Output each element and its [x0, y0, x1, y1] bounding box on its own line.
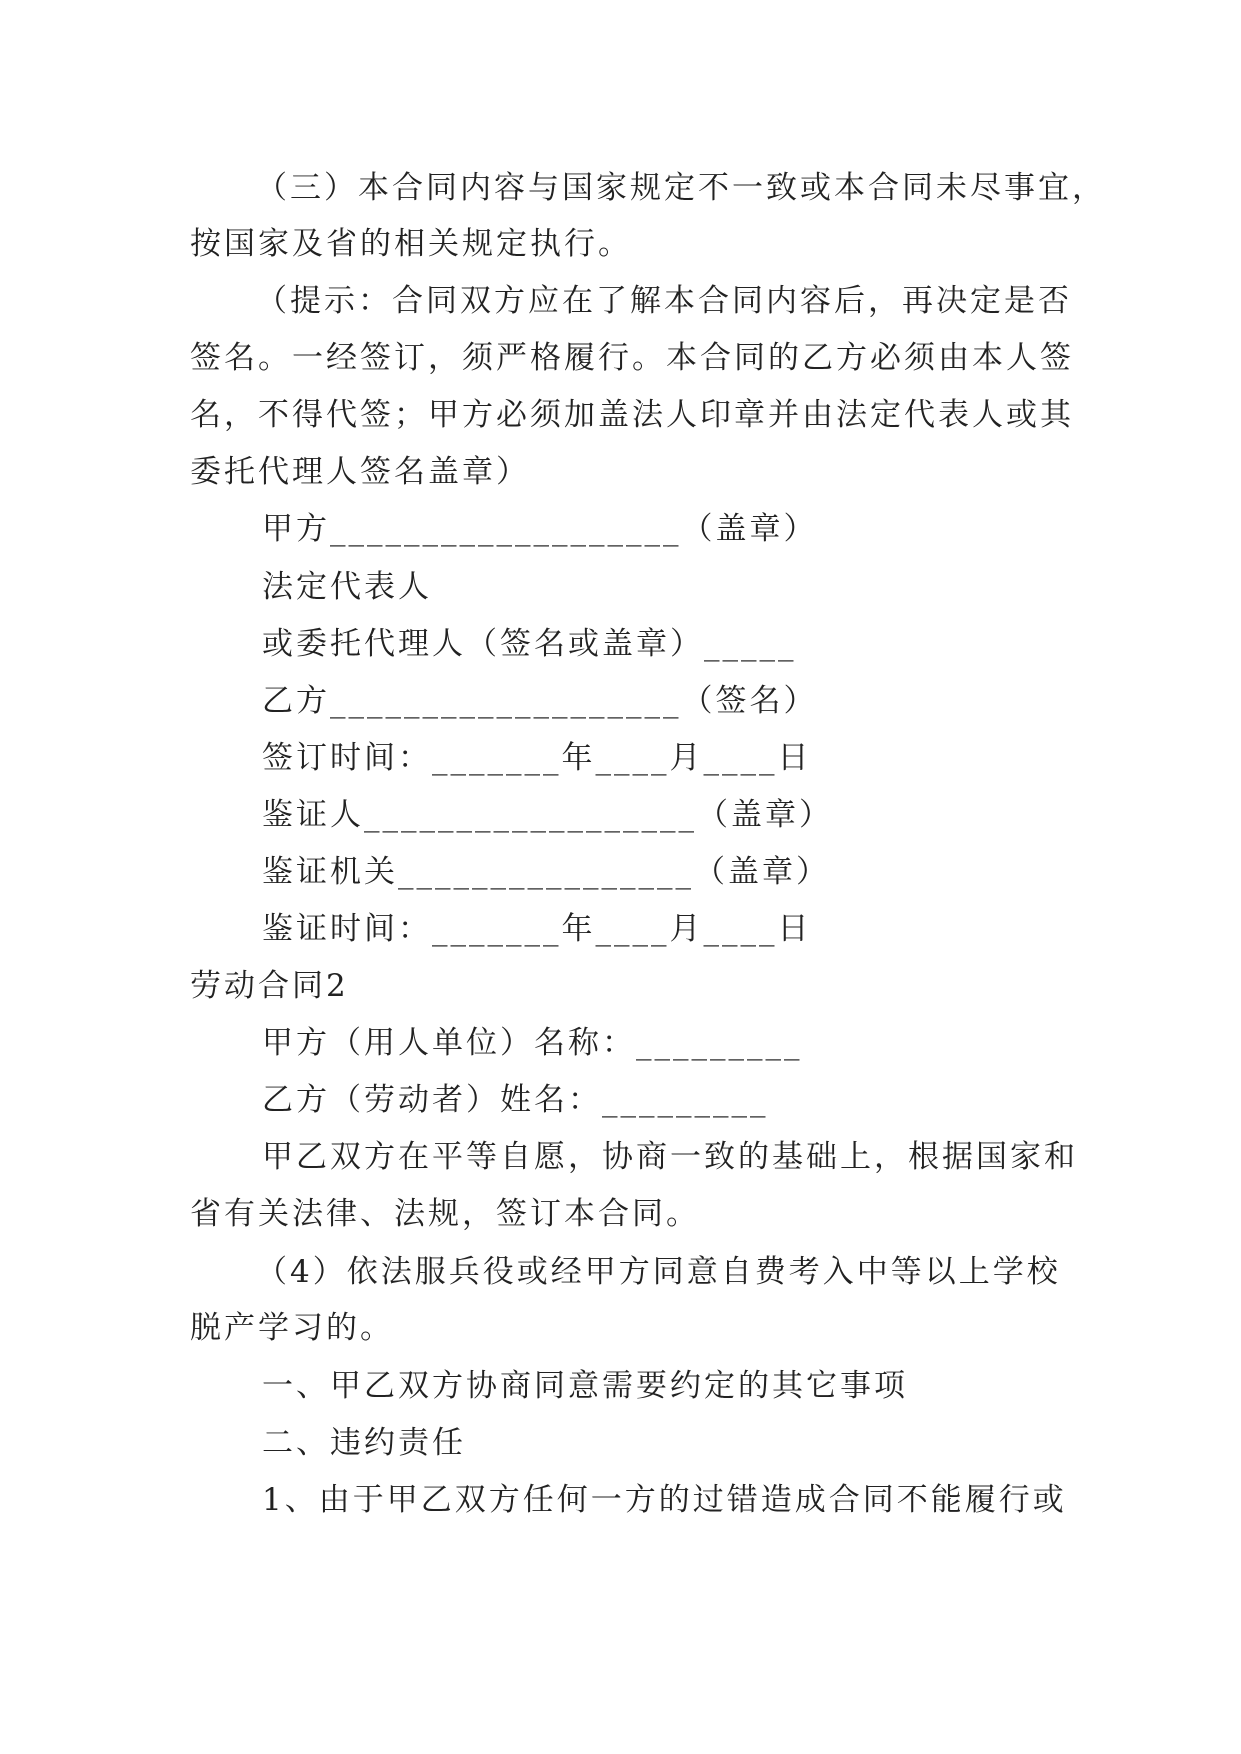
signature-line-party-b: 乙方___________________（签名）	[262, 683, 818, 719]
section-heading: 劳动合同2	[190, 968, 349, 1004]
employee-name-line: 乙方（劳动者）姓名：_________	[262, 1082, 769, 1118]
paragraph-line: 省有关法律、法规，签订本合同。	[190, 1196, 700, 1232]
paragraph-line: 一、甲乙双方协商同意需要约定的其它事项	[262, 1368, 908, 1404]
paragraph-line: 法定代表人	[262, 569, 432, 605]
paragraph-line: 甲乙双方在平等自愿，协商一致的基础上，根据国家和	[262, 1139, 1078, 1175]
paragraph-line: 签名。一经签订，须严格履行。本合同的乙方必须由本人签	[190, 340, 1074, 376]
signature-line-agent: 或委托代理人（签名或盖章）_____	[262, 626, 797, 662]
witness-agency-line: 鉴证机关________________（盖章）	[262, 854, 830, 890]
employer-name-line: 甲方（用人单位）名称：_________	[262, 1025, 803, 1061]
paragraph-line: （三）本合同内容与国家规定不一致或本合同未尽事宜，	[256, 170, 1106, 206]
paragraph-line: （4）依法服兵役或经甲方同意自费考入中等以上学校	[256, 1254, 1061, 1290]
paragraph-line: 按国家及省的相关规定执行。	[190, 226, 632, 262]
paragraph-line: 委托代理人签名盖章）	[190, 454, 530, 490]
witness-line: 鉴证人__________________（盖章）	[262, 797, 833, 833]
paragraph-line: （提示：合同双方应在了解本合同内容后，再决定是否	[256, 283, 1072, 319]
paragraph-line: 名，不得代签；甲方必须加盖法人印章并由法定代表人或其	[190, 397, 1074, 433]
witness-date-line: 鉴证时间：_______年____月____日	[262, 911, 812, 947]
signing-date-line: 签订时间：_______年____月____日	[262, 740, 812, 776]
paragraph-line: 脱产学习的。	[190, 1310, 394, 1346]
signature-line-party-a: 甲方___________________（盖章）	[262, 511, 818, 547]
paragraph-line: 1、由于甲乙双方任何一方的过错造成合同不能履行或	[262, 1482, 1067, 1518]
paragraph-line: 二、违约责任	[262, 1425, 466, 1461]
